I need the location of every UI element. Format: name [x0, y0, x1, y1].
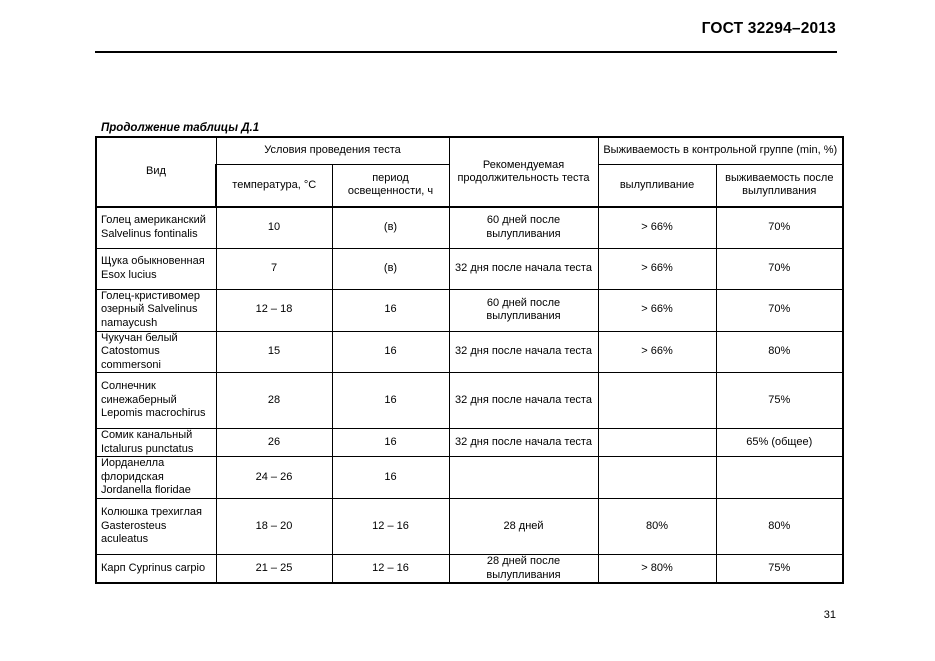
cell-photoperiod: 12 – 16 [332, 555, 449, 584]
cell-species: Иорданелла флоридская Jordanella floridae [96, 457, 216, 499]
cell-temperature: 12 – 18 [216, 289, 332, 331]
cell-photoperiod: (в) [332, 248, 449, 289]
table-body [96, 207, 843, 583]
table-row [96, 499, 843, 555]
cell-duration: 32 дня после начала теста [449, 373, 598, 429]
cell-photoperiod: 16 [332, 289, 449, 331]
header-temperature: температура, °С [216, 164, 332, 207]
data-table [95, 136, 844, 584]
header-species: Вид [96, 137, 216, 207]
cell-post-hatch: 80% [716, 499, 843, 555]
cell-duration [449, 457, 598, 499]
cell-photoperiod: (в) [332, 207, 449, 248]
cell-temperature: 24 – 26 [216, 457, 332, 499]
cell-post-hatch: 75% [716, 373, 843, 429]
cell-post-hatch [716, 457, 843, 499]
cell-temperature: 10 [216, 207, 332, 248]
cell-post-hatch: 65% (общее) [716, 429, 843, 457]
table-row [96, 373, 843, 429]
cell-species: Сомик канальный Ictalurus punctatus [96, 429, 216, 457]
cell-hatching: 80% [598, 499, 716, 555]
table-row [96, 457, 843, 499]
cell-hatching: > 66% [598, 331, 716, 373]
header-photoperiod: период освещенности, ч [332, 164, 449, 207]
table-row [96, 207, 843, 248]
cell-photoperiod: 12 – 16 [332, 499, 449, 555]
cell-photoperiod: 16 [332, 429, 449, 457]
cell-hatching: > 66% [598, 207, 716, 248]
cell-post-hatch: 80% [716, 331, 843, 373]
table-row [96, 331, 843, 373]
cell-temperature: 15 [216, 331, 332, 373]
table-row [96, 555, 843, 584]
cell-species: Голец-кристивомер озерный Salvelinus namaycush [96, 289, 216, 331]
cell-duration: 32 дня после начала теста [449, 429, 598, 457]
cell-post-hatch: 70% [716, 248, 843, 289]
cell-temperature: 18 – 20 [216, 499, 332, 555]
cell-hatching [598, 429, 716, 457]
cell-hatching: > 80% [598, 555, 716, 584]
header-post-hatch-survival: выживаемость после вылупливания [716, 164, 843, 207]
cell-temperature: 7 [216, 248, 332, 289]
cell-photoperiod: 16 [332, 331, 449, 373]
header-recommended-duration: Рекомендуемая продолжительность теста [449, 137, 598, 207]
cell-species: Колюшка трехиглая Gasterosteus aculeatus [96, 499, 216, 555]
cell-hatching: > 66% [598, 248, 716, 289]
cell-duration: 60 дней после вылупливания [449, 289, 598, 331]
header-conditions: Условия проведения теста [216, 137, 449, 164]
header-rule [95, 51, 837, 53]
cell-species: Голец американский Salvelinus fontinalis [96, 207, 216, 248]
cell-photoperiod: 16 [332, 373, 449, 429]
table-row [96, 248, 843, 289]
cell-photoperiod: 16 [332, 457, 449, 499]
cell-hatching: > 66% [598, 289, 716, 331]
cell-species: Карп Cyprinus carpio [96, 555, 216, 584]
cell-species: Чукучан белый Catostomus commersoni [96, 331, 216, 373]
cell-post-hatch: 70% [716, 207, 843, 248]
header-hatching: вылупливание [598, 164, 716, 207]
header-control-survival: Выживаемость в контрольной группе (min, %) [598, 137, 843, 164]
cell-post-hatch: 70% [716, 289, 843, 331]
cell-temperature: 21 – 25 [216, 555, 332, 584]
table-row [96, 289, 843, 331]
document-code: ГОСТ 32294–2013 [701, 20, 836, 37]
cell-temperature: 28 [216, 373, 332, 429]
table-caption: Продолжение таблицы Д.1 [101, 122, 260, 134]
cell-duration: 32 дня после начала теста [449, 248, 598, 289]
cell-post-hatch: 75% [716, 555, 843, 584]
cell-species: Солнечник синежаберный Lepomis macrochirus [96, 373, 216, 429]
cell-duration: 28 дней после вылупливания [449, 555, 598, 584]
page-number: 31 [823, 609, 836, 621]
cell-species: Щука обыкновенная Esox lucius [96, 248, 216, 289]
cell-duration: 60 дней после вылупливания [449, 207, 598, 248]
cell-hatching [598, 457, 716, 499]
table-row [96, 429, 843, 457]
cell-duration: 28 дней [449, 499, 598, 555]
cell-duration: 32 дня после начала теста [449, 331, 598, 373]
cell-temperature: 26 [216, 429, 332, 457]
cell-hatching [598, 373, 716, 429]
table-header [96, 137, 843, 207]
